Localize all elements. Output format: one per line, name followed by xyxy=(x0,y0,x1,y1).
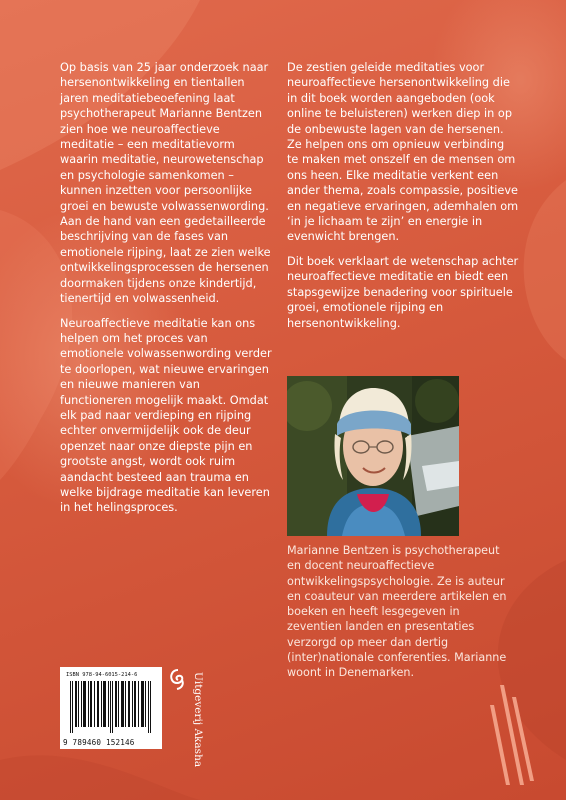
description-column-left xyxy=(60,60,272,525)
isbn-label: ISBN 978-94-6015-214-6 xyxy=(66,672,138,678)
description-column-right xyxy=(287,60,519,340)
publisher-name: Uitgeverij Akasha xyxy=(192,672,204,768)
description-paragraph-1: Op basis van 25 jaar onderzoek naar hersenontwikkeling en tientallen jaren meditatiebeoefening laat psychotherapeut Marianne Bentzen zien hoe we neuroaffectieve meditatie – een meditatievorm waarin meditatie, neurowetenschap en psychologie samenkomen – kunnen inzetten voor persoonlijke groei en bewuste volwassenwording. Aan de hand van een gedetailleerde beschrijving van de fases van emotionele rijping, laat ze zien welke ontwikkelingsprocessen de hersenen doormaken tijdens onze kindertijd, tienertijd en volwassenheid. xyxy=(60,61,271,306)
description-paragraph-3: De zestien geleide meditaties voor neuroaffectieve hersenontwikkeling die in dit boek worden aangeboden (ook online te beluisteren) werken diep in op de onbewuste lagen van de hersenen. Ze helpen ons om opnieuw verbinding te maken met onszelf en de mensen om ons heen. Elke meditatie verkent een ander thema, zoals compassie, positieve en negatieve ervaringen, ademhalen om ‘in je lichaam te zijn’ en energie in evenwicht brengen. xyxy=(287,61,519,244)
publisher-logo-icon xyxy=(168,668,188,690)
barcode-block xyxy=(60,667,162,749)
diagonal-stripes-decoration xyxy=(486,685,534,785)
author-bio: Marianne Bentzen is psychotherapeut en docent neuroaffectieve ontwikkelingspsychologie. Ze is auteur en coauteur van meerdere artikelen en boeken en heeft lesgegeven in zeventien landen en presentaties verzorgd op meer dan dertig (inter)nationale conferenties. Marianne woont in Denemarken. xyxy=(287,544,507,680)
barcode-bars xyxy=(70,681,154,733)
author-portrait-image xyxy=(287,376,459,536)
barcode-number: 9 789460 152146 xyxy=(63,738,135,747)
description-paragraph-2: Neuroaffectieve meditatie kan ons helpen om het proces van emotionele volwassenwording verder te doorlopen, wat nieuwe ervaringen en nieuwe manieren van functioneren mogelijk maakt. Omdat elk pad naar verdieping en rijping echter onvermijdelijk ook de deur openzet naar onze diepste pijn en grootste angst, wordt ook ruim aandacht besteed aan trauma en welke bijdrage meditatie kan leveren in het helingsproces. xyxy=(60,316,272,515)
description-paragraph-4: Dit boek verklaart de wetenschap achter neuroaffectieve meditatie en biedt een stapsgewijze benadering voor spirituele groei, emotionele rijping en hersenontwikkeling. xyxy=(287,254,519,330)
author-photo xyxy=(287,376,459,536)
